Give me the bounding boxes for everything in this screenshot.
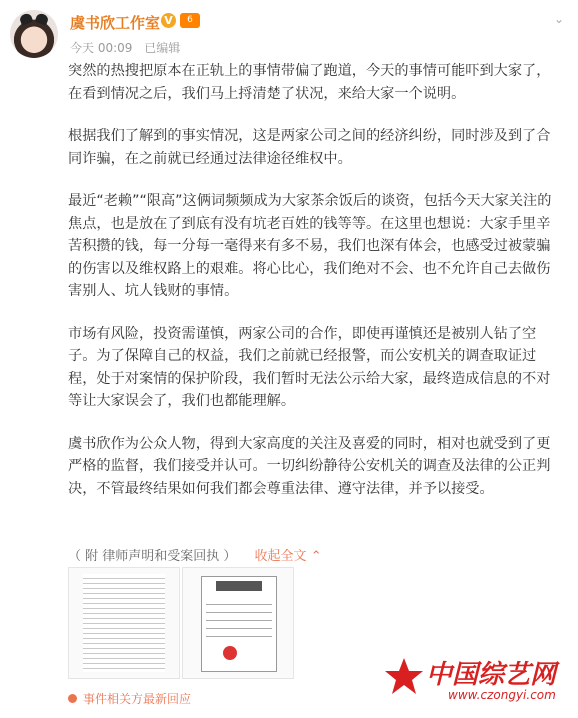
post-meta: [70, 39, 188, 56]
attachment-image-case-receipt[interactable]: [182, 567, 294, 679]
vip-badge-icon: 6: [180, 13, 200, 28]
post-paragraph: 突然的热搜把原本在正轨上的事情带偏了跑道，今天的事情可能吓到大家了，在看到情况之后，我们马上捋清楚了状况，来给大家一个说明。: [68, 63, 551, 102]
document-thumbnail: [201, 576, 277, 672]
username-link[interactable]: 虞书欣工作室: [70, 14, 161, 32]
document-rows: [206, 597, 272, 641]
watermark-url: www.czongyi.com: [448, 688, 556, 702]
post-paragraph: 市场有风险，投资需谨慎，两家公司的合作，即使再谨慎还是被别人钻了空子。为了保障自己的权益，我们之前就已经报警，而公安机关的调查取证过程，处于对案情的保护阶段，我们暂时无法公示给大家，最终造成信息的不对等让大家误会了，我们也都能理解。: [68, 325, 551, 409]
star-icon: [384, 656, 424, 696]
chevron-up-icon: ⌃: [310, 549, 322, 564]
watermark: [378, 650, 568, 710]
post-paragraph: 根据我们了解到的事实情况，这是两家公司之间的经济纠纷，同时涉及到了合同诈骗，在之前就已经通过法律途径维权中。: [68, 128, 551, 167]
post-paragraph: 虞书欣作为公众人物，得到大家高度的关注及喜爱的同时，相对也就受到了更严格的监督，我们接受并认可。一切纠纷静待公安机关的调查及法律的公正判决，不管最终结果如何我们都会尊重法律、遵守法律，并予以接受。: [68, 435, 551, 497]
related-dot-icon: [68, 694, 77, 703]
collapse-label: 收起全文: [254, 549, 307, 564]
verified-badge-icon: V: [161, 13, 176, 28]
related-label: 事件相关方最新回应: [83, 692, 192, 706]
related-responses-link[interactable]: [68, 690, 191, 707]
hair-bow-right: [35, 12, 50, 26]
avatar[interactable]: [10, 10, 58, 58]
post-body: [68, 60, 564, 520]
hair-bow-left: [19, 12, 34, 26]
document-thumbnail: [83, 574, 165, 672]
post-paragraph: 最近“老赖”“限高”这俩词频频成为大家茶余饭后的谈资，包括今天大家关注的焦点，也是放在了到底有没有坑老百姓的钱等等。在这里也想说：大家手里辛苦积攒的钱，每一分每一毫得来有多不易，我们也深有体会，也感受过被蒙骗的伤害以及维权路上的艰难。将心比心，我们绝对不会、也不允许自己去做伤害别人、坑人钱财的事情。: [68, 193, 552, 299]
attachment-note: （ 附 律师声明和受案回执 ）: [68, 549, 237, 564]
post-menu-chevron-down-icon[interactable]: ⌄: [553, 12, 564, 26]
red-seal-icon: [223, 646, 237, 660]
edited-label: 已编辑: [144, 41, 181, 55]
watermark-text: 中国综艺网: [426, 660, 557, 690]
document-header: [216, 581, 262, 591]
attachment-image-lawyer-statement[interactable]: [68, 567, 180, 679]
attachment-line: [68, 545, 322, 564]
timestamp[interactable]: 今天 00:09: [70, 41, 133, 55]
collapse-button[interactable]: [255, 549, 322, 564]
